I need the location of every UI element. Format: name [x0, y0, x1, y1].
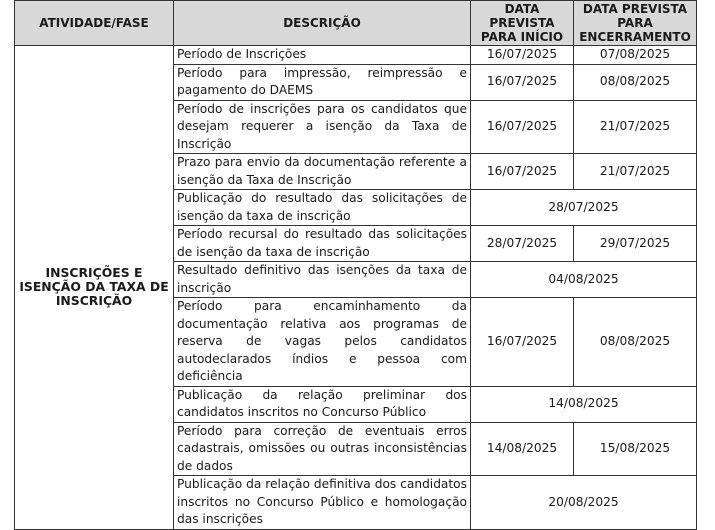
- end-date-cell: 29/07/2025: [574, 226, 697, 262]
- activity-cell: INSCRIÇÕES E ISENÇÃO DA TAXA DE INSCRIÇÃO: [15, 46, 174, 530]
- description-cell: Período para impressão, reimpressão e pagamento do DAEMS: [174, 64, 471, 100]
- schedule-table: [14, 0, 697, 530]
- end-date-cell: 15/08/2025: [574, 422, 697, 476]
- description-cell: Período recursal do resultado das solicitações de isenção da taxa de inscrição: [174, 226, 471, 262]
- date-cell: 14/08/2025: [471, 386, 697, 422]
- start-date-cell: 14/08/2025: [471, 422, 574, 476]
- start-date-cell: 16/07/2025: [471, 298, 574, 387]
- header-start-date: DATA PREVISTA PARA INÍCIO: [471, 1, 574, 46]
- end-date-cell: 07/08/2025: [574, 46, 697, 65]
- table-row: [15, 46, 697, 65]
- description-cell: Período de inscrições para os candidatos que desejam requerer a isenção da Taxa de Inscrição: [174, 100, 471, 154]
- header-description: DESCRIÇÃO: [174, 1, 471, 46]
- description-cell: Período para correção de eventuais erros cadastrais, omissões ou outras inconsistências de dados: [174, 422, 471, 476]
- description-cell: Publicação da relação definitiva dos candidatos inscritos no Concurso Público e homologação das inscrições: [174, 476, 471, 530]
- end-date-cell: 08/08/2025: [574, 298, 697, 387]
- description-cell: Publicação do resultado das solicitações de isenção da taxa de inscrição: [174, 190, 471, 226]
- description-cell: Período de Inscrições: [174, 46, 471, 65]
- end-date-cell: 21/07/2025: [574, 154, 697, 190]
- end-date-cell: 08/08/2025: [574, 64, 697, 100]
- date-cell: 20/08/2025: [471, 476, 697, 530]
- description-cell: Resultado definitivo das isenções da taxa de inscrição: [174, 262, 471, 298]
- header-row: [15, 1, 697, 46]
- description-cell: Prazo para envio da documentação referente a isenção da Taxa de Inscrição: [174, 154, 471, 190]
- start-date-cell: 28/07/2025: [471, 226, 574, 262]
- end-date-cell: 21/07/2025: [574, 100, 697, 154]
- date-cell: 04/08/2025: [471, 262, 697, 298]
- start-date-cell: 16/07/2025: [471, 64, 574, 100]
- date-cell: 28/07/2025: [471, 190, 697, 226]
- description-cell: Período para encaminhamento da documentação relativa aos programas de reserva de vagas pelos candidatos autodeclarados índios e pessoa com deficiência: [174, 298, 471, 387]
- description-cell: Publicação da relação preliminar dos candidatos inscritos no Concurso Público: [174, 386, 471, 422]
- start-date-cell: 16/07/2025: [471, 46, 574, 65]
- header-end-date: DATA PREVISTA PARA ENCERRAMENTO: [574, 1, 697, 46]
- start-date-cell: 16/07/2025: [471, 100, 574, 154]
- header-activity: ATIVIDADE/FASE: [15, 1, 174, 46]
- start-date-cell: 16/07/2025: [471, 154, 574, 190]
